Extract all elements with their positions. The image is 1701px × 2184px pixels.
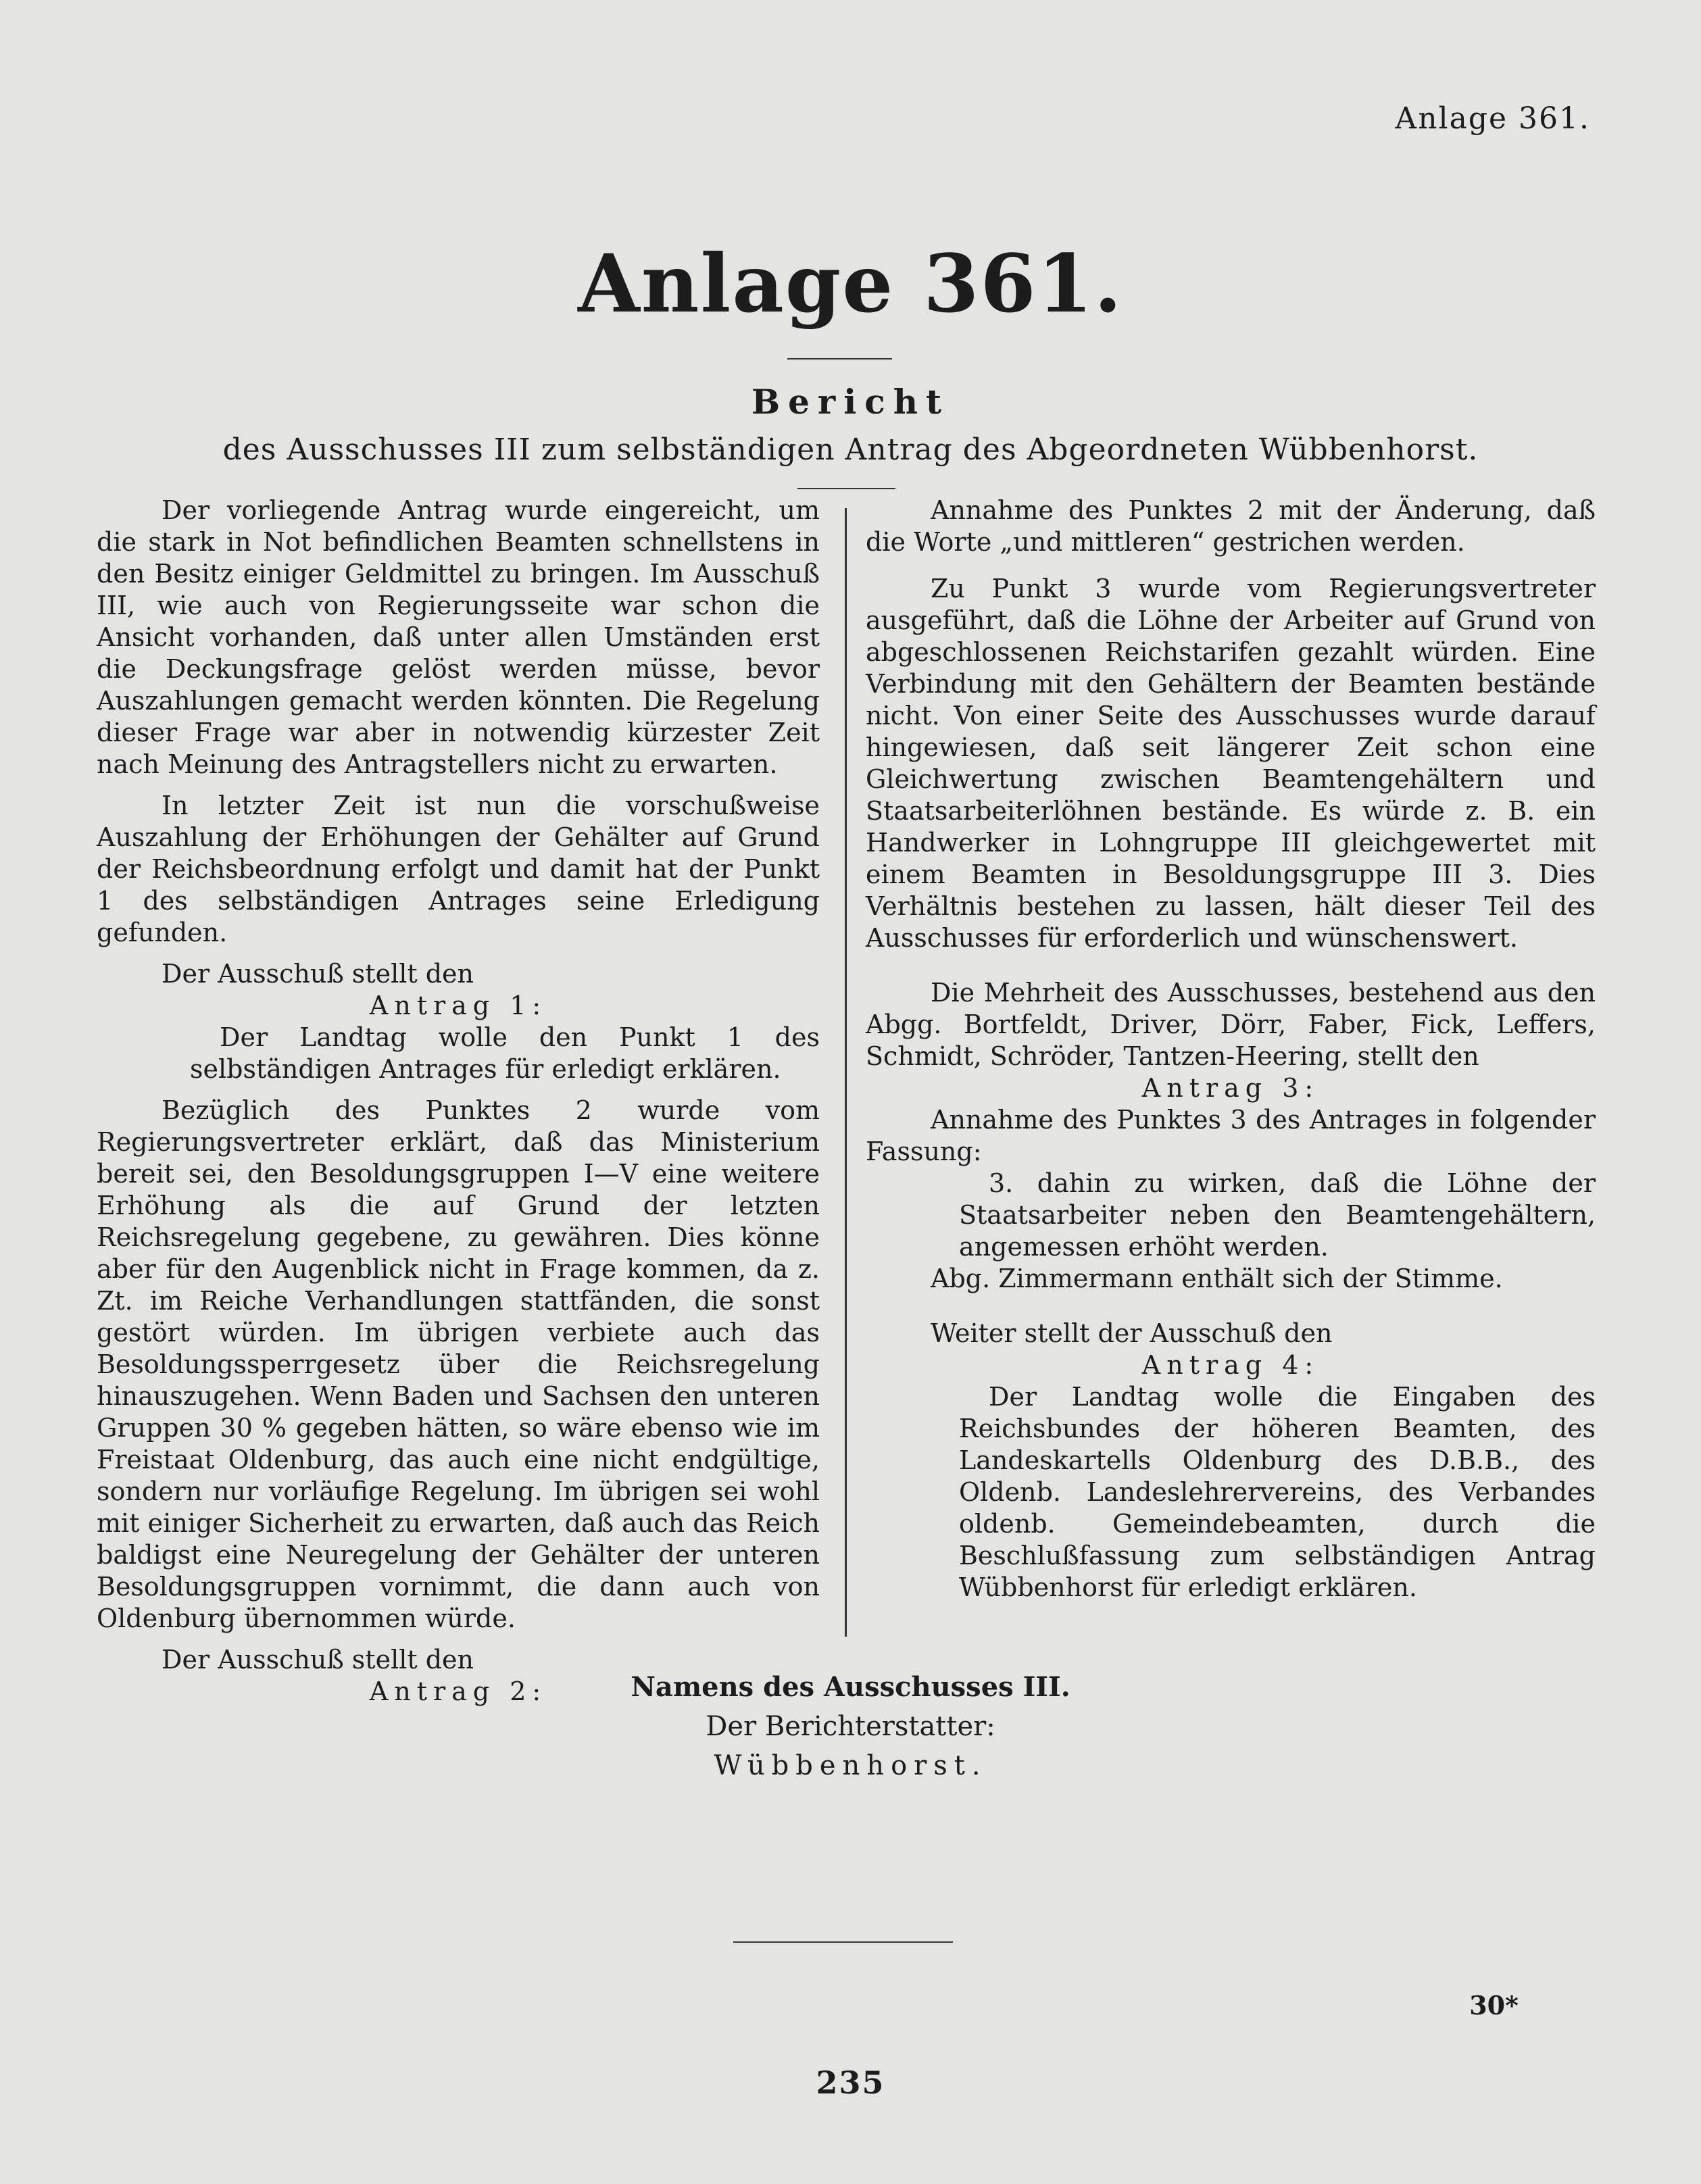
antrag-3-heading: Antrag 3: bbox=[1141, 1073, 1320, 1103]
antrag-3-intro: Annahme des Punktes 3 des Antrages in folgender Fassung: bbox=[866, 1105, 1596, 1166]
antrag-4-heading: Antrag 4: bbox=[1141, 1350, 1320, 1380]
right-paragraph-1: Annahme des Punktes 2 mit der Änderung, daß die Worte „und mittleren“ gestrichen werden. bbox=[866, 495, 1596, 557]
antrag-2-heading: Antrag 2: bbox=[369, 1677, 547, 1706]
title-rule bbox=[787, 358, 892, 359]
right-paragraph-3: Die Mehrheit des Ausschusses, bestehend aus den Abgg. Bortfeldt, Driver, Dörr, Faber, Fick, Leffers, Schmidt, Schröder, Tantzen-Heering, stellt den bbox=[866, 978, 1596, 1071]
right-column bbox=[866, 495, 1596, 1604]
running-head: Anlage 361. bbox=[1395, 101, 1590, 136]
signature-block bbox=[0, 1668, 1701, 1785]
report-heading: Bericht bbox=[751, 382, 950, 422]
subtitle-rule bbox=[797, 488, 895, 489]
right-paragraph-4: Weiter stellt der Ausschuß den bbox=[931, 1318, 1333, 1348]
signature-role: Der Berichterstatter: bbox=[706, 1711, 995, 1742]
left-paragraph-3: Der Ausschuß stellt den bbox=[162, 959, 474, 989]
column-divider bbox=[845, 508, 847, 1637]
left-paragraph-4: Bezüglich des Punktes 2 wurde vom Regierungsvertreter erklärt, daß das Ministerium bereit sei, den Besoldungsgruppen I—V eine weitere Erhöhung als die auf Grund der letzten Reichsregelung gegebene, zu gewähren. Dies könne aber für den Augenblick nicht in Frage kommen, da z. Zt. im Reiche Verhandlungen stattfänden, die sonst gestört würden. Im übrigen verbiete auch das Besoldungssperrgesetz über die Reichsregelung hinauszugehen. Wenn Baden und Sachsen den unteren Gruppen 30 % gegeben hätten, so wäre ebenso wie im Freistaat Oldenburg, das auch eine nicht endgültige, sondern nur vorläufige Regelung. Im übrigen sei wohl mit einiger Sicherheit zu erwarten, daß auch das Reich baldigst eine Neuregelung der Gehälter der unteren Besoldungsgruppen vornimmt, die dann auch von Oldenburg übernommen würde. bbox=[97, 1095, 820, 1633]
left-paragraph-5: Der Ausschuß stellt den bbox=[162, 1645, 474, 1674]
antrag-1-text: Der Landtag wolle den Punkt 1 des selbständigen Antrages für erledigt erklären. bbox=[190, 1022, 820, 1084]
antrag-1-heading: Antrag 1: bbox=[369, 991, 547, 1020]
sheet-mark: 30* bbox=[1469, 1990, 1519, 2020]
closing-rule bbox=[733, 1941, 953, 1943]
right-paragraph-2: Zu Punkt 3 wurde vom Regierungsvertreter ausgeführt, daß die Löhne der Arbeiter auf Grund von abgeschlossenen Reichstarifen gezahlt würden. Eine Verbindung mit den Gehältern der Beamten bestände nicht. Von einer Seite des Ausschusses wurde darauf hingewiesen, daß seit längerer Zeit schon eine Gleichwertung zwischen Beamtengehältern und Staatsarbeiterlöhnen bestände. Es würde z. B. ein Handwerker in Lohngruppe III gleichgewertet mit einem Beamten in Besoldungsgruppe III 3. Dies Verhältnis bestehen zu lassen, hält dieser Teil des Ausschusses für erforderlich und wünschenswert. bbox=[866, 574, 1596, 953]
left-paragraph-2: In letzter Zeit ist nun die vorschußweise Auszahlung der Erhöhungen der Gehälter auf Grund der Reichsbeordnung erfolgt und damit hat der Punkt 1 des selbständigen Antrages seine Erledigung gefunden. bbox=[97, 791, 820, 947]
antrag-3-text: 3. dahin zu wirken, daß die Löhne der Staatsarbeiter neben den Beamtengehältern, angemessen erhöht werden. bbox=[959, 1168, 1596, 1262]
left-paragraph-1: Der vorliegende Antrag wurde eingereicht, um die stark in Not befindlichen Beamten schnellstens in den Besitz einiger Geldmittel zu bringen. Im Ausschuß III, wie auch von Regierungsseite war schon die Ansicht vorhanden, daß unter allen Umständen erst die Deckungsfrage gelöst werden müsse, bevor Auszahlungen gemacht werden könnten. Die Regelung dieser Frage war aber in notwendig kürzester Zeit nach Meinung des Antragstellers nicht zu erwarten. bbox=[97, 495, 820, 779]
page-title: Anlage 361. bbox=[578, 237, 1123, 330]
page-number: 235 bbox=[816, 2064, 885, 2101]
abstention-note: Abg. Zimmermann enthält sich der Stimme. bbox=[931, 1264, 1503, 1293]
report-subheading: des Ausschusses III zum selbständigen Antrag des Abgeordneten Wübbenhorst. bbox=[222, 432, 1479, 467]
antrag-4-text: Der Landtag wolle die Eingaben des Reichsbundes der höheren Beamten, des Landeskartells Oldenburg des D.B.B., des Oldenb. Landeslehrervereins, des Verbandes oldenb. Gemeindebeamten, durch die Beschlußfassung zum selbständigen Antrag Wübbenhorst für erledigt erklären. bbox=[959, 1382, 1596, 1602]
signature-committee: Namens des Ausschusses III. bbox=[631, 1671, 1070, 1703]
signature-name: Wübbenhorst. bbox=[714, 1750, 987, 1781]
left-column bbox=[97, 495, 820, 1708]
